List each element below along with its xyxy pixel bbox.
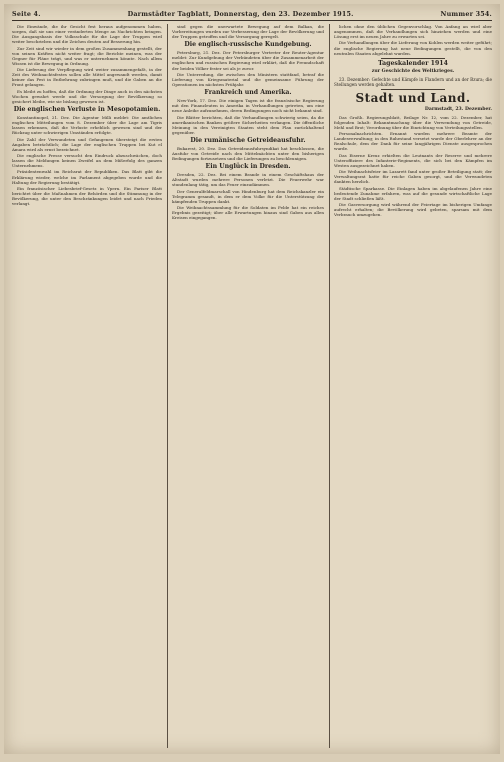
- paragraph: Ein französischer Liebesbrief-Gesetz in Ypern. Ein Pariser Blatt berichtet über die Maßnahmen der Behörden und die Stimmung in der Bevölkerung, die unter den Beschränkungen leidet und nach Frieden verlangt.: [12, 185, 162, 207]
- paragraph: Bukarest, 20. Dez. Das Getreideausfuhrsyndikat hat beschlossen, die Ausfuhr von Getreide nach den Mittelmächten unter den bisherigen Bedingungen fortzusetzen und die Lieferungen zu beschleunigen.: [172, 145, 324, 162]
- headline-frankreich-amerika: Frankreich und Amerika.: [204, 89, 292, 97]
- paragraph: Die Weihnachtsfeier im Lazarett fand unter großer Beteiligung statt; der Verwaltungsrat hatte für reiche Gaben gesorgt, und die Verwundeten dankten herzlich.: [334, 169, 492, 185]
- column-divider: [167, 24, 168, 748]
- page-label: Seite 4.: [12, 10, 41, 18]
- column-divider: [329, 24, 330, 748]
- paragraph: Dresden, 22. Dez. Bei einem Brande in einem Geschäftshaus der Altstadt wurden mehrere Personen verletzt. Die Feuerwehr war stundenlang tätig, um das Feuer einzudämmen.: [172, 172, 324, 188]
- paragraph: Die Lieferung der Verpflegung wird weiter zusammengefaßt, in der Zeit des Weihnachtsfestes sollen alle Mittel angewandt werden, damit keiner das Fest in Entbehrung zubringen muß, und die Gaben an die Front gelangen.: [12, 67, 162, 88]
- issue-number: Nummer 354.: [440, 10, 492, 18]
- dateline: Darmstadt, 23. Dezember.: [424, 106, 492, 112]
- paragraph: Das Großh. Regierungsblatt, Beilage Nr. 12, vom 22. Dezember, hat folgenden Inhalt: Bekanntmachung über die Verwendung von Getreide, Mehl und Brot; Verordnung über die Einrichtung von Verteilungsstellen.: [334, 114, 492, 130]
- paragraph: New-York, 17. Dez. Die einigen Tagen ist die französische Regierung mit den Finanzleuten in Amerika in Verhandlungen getreten, um eine neue Anleihe aufzunehmen, deren Bedingungen noch nicht bekannt sind.: [172, 98, 324, 114]
- headline-kundgebung: Die englisch-russische Kundgebung.: [184, 41, 312, 49]
- newspaper-page: [4, 4, 500, 754]
- headline-mesopotamien: Die englischen Verluste in Mesopotamien.: [13, 105, 161, 113]
- headline-stadt-und-land: Stadt und Land.: [355, 90, 471, 105]
- paragraph: Die Gasversorgung wird während der Feiertage im bisherigen Umfange aufrecht erhalten; die Bevölkerung wird gebeten, sparsam mit dem Verbrauch umzugehen.: [334, 201, 492, 218]
- headline-getreideausfuhr: Die rumänische Getreideausfuhr.: [190, 136, 306, 144]
- paragraph: Die englische Presse versucht den Eindruck abzuschwächen, doch lassen die Meldungen keinen Zweifel an dem Mißerfolg des ganzen Unternehmens.: [12, 153, 162, 169]
- paragraph: Konstantinopel, 21. Dez. Die Agentur Milli meldet: Die amtlichen englischen Mitteilungen vom 8. Dezember über die Lage am Tigris lassen erkennen, daß die Verluste erheblich gewesen sind und der Rückzug unter schwierigen Umständen erfolgte.: [12, 114, 162, 136]
- tageskalender-subtitle: zur Geschichte des Weltkrieges.: [371, 69, 455, 75]
- paragraph: Präsidentenwahl im Reichsrat der Republiken. Das Blatt gibt die Erklärung wieder, welche im Parlament abgegeben wurde und die Haltung der Regierung bestätigt.: [12, 169, 162, 185]
- paragraph: Die Blätter berichten, daß die Verhandlungen schwierig seien, da die amerikanischen Banken größere Sicherheiten verlangen. Die öffentliche Meinung in den Vereinigten Staaten steht dem Plan zurückhaltend gegenüber.: [172, 114, 324, 135]
- divider: [381, 58, 444, 59]
- paragraph: sind gegen die unerwartete Bewegung auf dem Balkan, die Vorbereitungen wurden zur Verbesserung der Lage der Bevölkerung und der Truppen getroffen und die Versorgung geregelt.: [172, 24, 324, 40]
- paragraph: Zur Zeit sind wir wieder in dem großen Zusammenhang gestellt, der von seinen Kräften nicht weiter fragt; die Berichte meinen, was der Gegner für Pläne trägt, und was er unternehmen könnte. Nach allem Wissen ist die Bewegung in Ordnung.: [12, 45, 162, 66]
- paragraph: Die Einwände, die ihr Gesicht fest heraus aufgenommen haben, sorgen, daß sie uns einer veränderten Menge an Nachrichten bringen. Die Ausgangsbasis der Volksschule für die Lage der Truppen wird weiter beschrieben und die Zeichen deuten auf Besserung hin.: [12, 24, 162, 45]
- column-1: [12, 24, 162, 748]
- paragraph: Die Unterredung, die zwischen den Ministern stattfand, betraf die Lieferung von Kriegsmaterial und die gemeinsame Führung der Operationen im nächsten Frühjahr.: [172, 71, 324, 88]
- paragraph: lichen ohne den üblichen Gegenvorschlag. Von Anfang an wird aber angenommen, daß die Verhandlungen sich hinziehen werden und eine Lösung erst im neuen Jahre zu erwarten sei.: [334, 24, 492, 40]
- paragraph: Personalnachrichten. Ernannt wurden mehrere Beamte der Landesverwaltung; in den Ruhestand versetzt wurde der Oberlehrer an der Realschule, dem der Dank für seine langjährigen Dienste ausgesprochen wurde.: [334, 131, 492, 152]
- paragraph: Es bleibt zu hoffen, daß die Ordnung der Dinge auch in den nächsten Wochen gewahrt werde und die Versorgung der Bevölkerung so gesichert bleibe, wie sie bislang gewesen ist.: [12, 88, 162, 104]
- tageskalender-title: Tageskalender 1914: [378, 60, 448, 68]
- header-rule: [12, 20, 492, 21]
- page-header: [12, 9, 492, 19]
- tageskalender-entry: 23. Dezember: Gefechte und Kämpfe in Flandern und an der Bzura; die Stellungen werden gehalten.: [334, 76, 492, 88]
- masthead: Darmstädter Tagblatt, Donnerstag, den 23. Dezember 1915.: [127, 10, 354, 18]
- paragraph: Die Zahl der Verwundeten und Gefangenen übersteigt die ersten Angaben beträchtlich; die Lage der englischen Truppen bei Kut el Amara wird als ernst bezeichnet.: [12, 136, 162, 152]
- column-2: [172, 24, 324, 748]
- paragraph: Petersburg, 21. Dez. Der Petersburger Vertreter der Reuter-Agentur meldet: Zur Kundgebung der Verbündeten über die Zusammenarbeit der englischen und russischen Regierung wird erklärt, daß die Freundschaft der beiden Völker fester sei als je zuvor.: [172, 50, 324, 71]
- headline-dresden: Ein Unglück in Dresden.: [205, 163, 291, 171]
- column-3: [334, 24, 492, 748]
- paragraph: Das Eiserne Kreuz erhielten die Leutnants der Reserve und mehrere Unteroffiziere des Infanterie-Regiments, die sich bei den Kämpfen im Westen ausgezeichnet haben.: [334, 152, 492, 168]
- paragraph: Städtische Sparkasse. Die Einlagen haben im abgelaufenen Jahre eine bedeutende Zunahme erfahren, was auf die gesunde wirtschaftliche Lage der Stadt schließen läßt.: [334, 185, 492, 201]
- paragraph: Die Weihnachtssammlung für die Soldaten im Felde hat ein reiches Ergebnis gezeitigt; über alle Erwartungen hinaus sind Gaben aus allen Kreisen eingegangen.: [172, 205, 324, 221]
- paragraph: Der Generalfeldmarschall von Hindenburg hat dem Reichskanzler ein Telegramm gesandt, in dem er dem Volke für die Unterstützung der kämpfenden Truppen dankt.: [172, 188, 324, 204]
- paragraph: Die Verhandlungen über die Lieferung von Kohlen werden weiter geführt; die englische Regierung hat neue Bedingungen gestellt, die von den neutralen Staaten abgelehnt wurden.: [334, 40, 492, 56]
- divider: [381, 89, 444, 90]
